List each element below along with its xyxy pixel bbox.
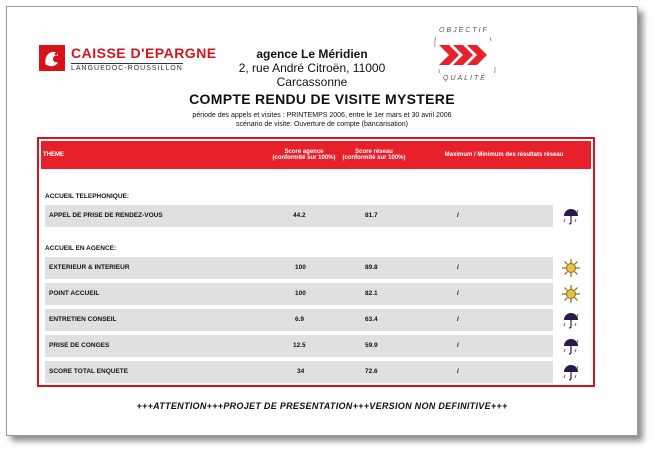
bank-logo bbox=[39, 43, 217, 83]
squirrel-logo-icon bbox=[39, 45, 65, 71]
row-label: APPEL DE PRISE DE RENDEZ-VOUS bbox=[49, 212, 163, 219]
row-agency-score: 100 bbox=[295, 290, 306, 297]
sun-icon bbox=[553, 283, 589, 305]
agency-name: agence Le Méridien bbox=[256, 47, 368, 61]
row-label: ENTRETIEN CONSEIL bbox=[49, 316, 117, 323]
row-maxmin: / bbox=[457, 212, 459, 219]
scenario-text: scénario de visite: Ouverture de compte (bancarisation) bbox=[236, 121, 408, 128]
row-label: POINT ACCUEIL bbox=[49, 290, 100, 297]
umbrella-rain-icon bbox=[553, 335, 589, 357]
row-label: PRISE DE CONGES bbox=[49, 342, 110, 349]
table-header bbox=[41, 141, 591, 169]
section-phone: ACCUEIL TELEPHONIQUE: bbox=[45, 193, 130, 200]
table-row bbox=[45, 205, 553, 227]
table-row bbox=[45, 283, 553, 305]
chevrons-icon bbox=[431, 37, 503, 73]
period-text: période des appels et visites : PRINTEMPS 2006, entre le 1er mars et 30 avril 2006 bbox=[192, 112, 452, 119]
quality-badge bbox=[427, 27, 507, 87]
header-theme: THEME bbox=[43, 152, 64, 158]
header-network-score: Score réseau (conformité sur 100%) bbox=[342, 149, 406, 161]
section-agency: ACCUEIL EN AGENCE: bbox=[45, 245, 117, 252]
table-row bbox=[45, 361, 553, 383]
table-row bbox=[45, 257, 553, 279]
row-label: SCORE TOTAL ENQUETE bbox=[49, 368, 129, 375]
row-network-score: 89.8 bbox=[365, 264, 378, 271]
report-page bbox=[6, 6, 638, 436]
row-agency-score: 100 bbox=[295, 264, 306, 271]
row-agency-score: 34 bbox=[297, 368, 305, 375]
row-maxmin: / bbox=[457, 368, 459, 375]
report-period bbox=[7, 111, 637, 129]
sun-icon bbox=[553, 257, 589, 279]
umbrella-rain-icon bbox=[553, 361, 589, 383]
row-agency-score: 6.9 bbox=[295, 316, 305, 323]
table-row bbox=[45, 335, 553, 357]
quality-top-text: OBJECTIF bbox=[439, 27, 489, 34]
row-label: EXTERIEUR & INTERIEUR bbox=[49, 264, 130, 271]
agency-address: 2, rue André Citroën, 11000 Carcassonne bbox=[238, 61, 386, 89]
row-maxmin: / bbox=[457, 342, 459, 349]
results-table bbox=[37, 137, 595, 387]
row-network-score: 72.6 bbox=[365, 368, 378, 375]
row-maxmin: / bbox=[457, 316, 459, 323]
header-maxmin: Maximum / Minimum des résultats réseau bbox=[444, 152, 564, 158]
bank-region: LANGUEDOC-ROUSSILLON bbox=[71, 65, 183, 72]
row-network-score: 59.9 bbox=[365, 342, 378, 349]
quality-bottom-text: QUALITÉ bbox=[443, 75, 487, 82]
row-network-score: 82.1 bbox=[365, 290, 378, 297]
table-row bbox=[45, 309, 553, 331]
row-network-score: 81.7 bbox=[365, 212, 378, 219]
row-maxmin: / bbox=[457, 264, 459, 271]
bank-name: CAISSE D'EPARGNE bbox=[71, 45, 217, 61]
draft-notice: +++ATTENTION+++PROJET DE PRESENTATION+++VERSION NON DEFINITIVE+++ bbox=[136, 401, 508, 411]
umbrella-rain-icon bbox=[553, 205, 589, 227]
header-agency-score: Score agence (conformité sur 100%) bbox=[272, 149, 336, 161]
row-maxmin: / bbox=[457, 290, 459, 297]
agency-block bbox=[207, 47, 417, 89]
umbrella-rain-icon bbox=[553, 309, 589, 331]
row-agency-score: 12.5 bbox=[293, 342, 306, 349]
row-agency-score: 44.2 bbox=[293, 212, 306, 219]
report-title: COMPTE RENDU DE VISITE MYSTERE bbox=[189, 91, 455, 107]
row-network-score: 63.4 bbox=[365, 316, 378, 323]
